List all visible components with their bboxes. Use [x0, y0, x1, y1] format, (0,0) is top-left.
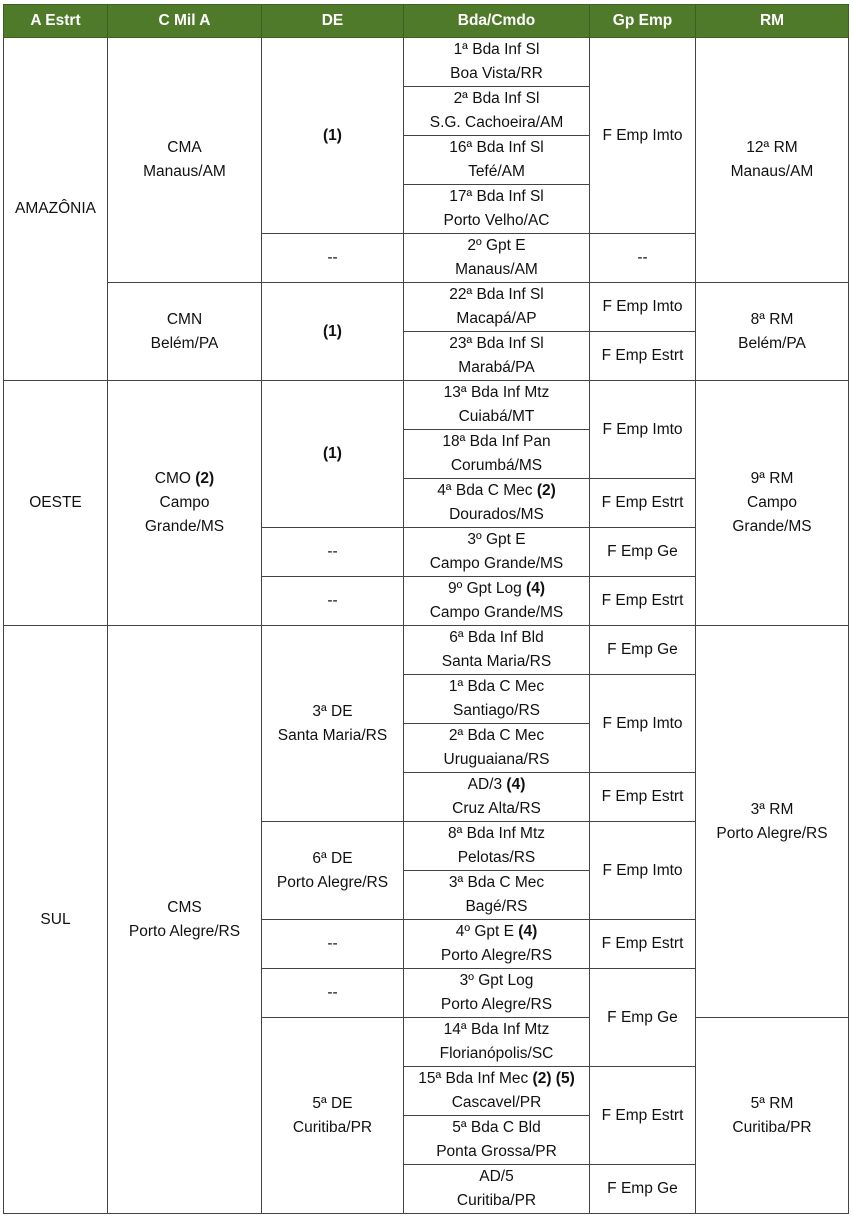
gp-cell: [590, 234, 696, 283]
rm-location: Belém/PA: [738, 334, 806, 352]
bda-location: Tefé/AM: [468, 163, 525, 180]
de-dash: --: [327, 543, 338, 560]
cmil-cell-cma: [108, 38, 262, 283]
de-name: 3ª DE: [312, 702, 353, 720]
bda-location: Florianópolis/SC: [439, 1045, 554, 1062]
de-cell-cmo: [262, 381, 404, 528]
bda-location: Marabá/PA: [458, 359, 535, 376]
de-name: 5ª DE: [312, 1094, 353, 1112]
bda-location: Cuiabá/MT: [458, 408, 535, 425]
bda-name: 16ª Bda Inf Sl: [449, 139, 544, 156]
gp-cell: [590, 773, 696, 822]
de-cell-dash: [262, 234, 404, 283]
rm-location-line-2: Grande/MS: [732, 518, 812, 535]
bda-name: 3º Gpt E: [467, 531, 526, 548]
rm-cell-3: [696, 626, 849, 1018]
gp-cell: [590, 38, 696, 234]
header-c-mil-a: C Mil A: [108, 5, 262, 38]
bda-location: S.G. Cachoeira/AM: [429, 114, 564, 131]
bda-location: Porto Alegre/RS: [440, 947, 553, 964]
bda-note: (4): [518, 923, 538, 940]
bda-name: 3º Gpt Log: [459, 972, 534, 989]
cmil-name-line: [110, 467, 259, 491]
bda-note: (4): [506, 776, 526, 793]
gp-cell: [590, 577, 696, 626]
de-dash: --: [327, 249, 338, 266]
rm-location: Porto Alegre/RS: [716, 824, 828, 842]
header-rm: RM: [696, 5, 849, 38]
bda-name: 14ª Bda Inf Mtz: [443, 1021, 550, 1038]
a-estrt-label: OESTE: [29, 494, 82, 511]
bda-location: Porto Alegre/RS: [440, 996, 553, 1013]
rm-name: 8ª RM: [750, 310, 794, 328]
gp-cell: [590, 675, 696, 773]
a-estrt-label: SUL: [40, 910, 71, 928]
rm-location: Manaus/AM: [730, 163, 814, 180]
a-estrt-cell-oeste: [4, 381, 108, 626]
bda-location: Santiago/RS: [452, 702, 541, 719]
table-row: [4, 626, 849, 675]
bda-name: 5ª Bda C Bld: [452, 1119, 541, 1136]
rm-name: 5ª RM: [750, 1094, 794, 1112]
bda-name-line: [406, 479, 587, 503]
bda-cell: [404, 626, 590, 675]
bda-name: 2ª Bda Inf Sl: [453, 90, 540, 107]
header-de: DE: [262, 5, 404, 38]
bda-name-line: [406, 920, 587, 944]
bda-cell: [404, 773, 590, 822]
de-dash: --: [327, 984, 338, 1001]
bda-name: 1ª Bda Inf Sl: [453, 41, 540, 58]
rm-cell-5: [696, 1018, 849, 1214]
de-location: Porto Alegre/RS: [276, 873, 389, 891]
bda-cell: [404, 332, 590, 381]
bda-cell: [404, 1116, 590, 1165]
bda-name-line: [406, 1067, 587, 1091]
rm-name: 9ª RM: [750, 470, 794, 487]
bda-name: 15ª Bda Inf Mec: [418, 1070, 529, 1087]
gp-cell: [590, 381, 696, 479]
gp-label: F Emp Estrt: [601, 347, 684, 364]
bda-location: Campo Grande/MS: [429, 604, 564, 621]
cmil-note: (2): [195, 470, 215, 487]
bda-location: Bagé/RS: [465, 898, 528, 915]
bda-cell: [404, 430, 590, 479]
gp-cell: [590, 1067, 696, 1165]
bda-cell: [404, 577, 590, 626]
de-cell-dash: [262, 577, 404, 626]
bda-location: Corumbá/MS: [450, 457, 543, 474]
gp-label: F Emp Estrt: [601, 592, 684, 609]
cmil-cell-cms: [108, 626, 262, 1214]
cmil-cell-cmo: [108, 381, 262, 626]
de-cell-5de: [262, 1018, 404, 1214]
de-cell-cma: [262, 38, 404, 234]
gp-label: F Emp Estrt: [601, 935, 684, 952]
de-name: 6ª DE: [312, 849, 353, 867]
bda-location: Ponta Grossa/PR: [436, 1143, 557, 1160]
bda-cell: [404, 185, 590, 234]
header-bda-cmdo: Bda/Cmdo: [404, 5, 590, 38]
gp-label: F Emp Estrt: [601, 1106, 684, 1124]
cmil-cell-cmn: [108, 283, 262, 381]
de-dash: --: [327, 592, 338, 609]
bda-location: Cascavel/PR: [451, 1094, 542, 1111]
bda-cell: [404, 1067, 590, 1116]
table-row: [4, 381, 849, 430]
gp-cell: [590, 920, 696, 969]
bda-location: Boa Vista/RR: [450, 65, 543, 82]
de-cell-dash: [262, 920, 404, 969]
bda-cell: [404, 381, 590, 430]
de-dash: --: [327, 935, 338, 952]
gp-dash: --: [637, 249, 648, 266]
bda-cell: [404, 920, 590, 969]
rm-cell-9: [696, 381, 849, 626]
gp-label: F Emp Imto: [602, 714, 683, 732]
de-cell-3de: [262, 626, 404, 822]
gp-cell: [590, 332, 696, 381]
gp-cell: [590, 479, 696, 528]
gp-label: F Emp Ge: [607, 1008, 678, 1026]
gp-label: F Emp Estrt: [601, 788, 684, 805]
bda-location: Porto Velho/AC: [443, 212, 550, 229]
de-cell-dash: [262, 969, 404, 1018]
gp-label: F Emp Ge: [607, 641, 678, 658]
bda-name: 4ª Bda C Mec: [437, 482, 533, 499]
a-estrt-cell-sul: [4, 626, 108, 1214]
bda-location: Cruz Alta/RS: [452, 800, 541, 817]
bda-name-line: [406, 773, 587, 797]
bda-name: 17ª Bda Inf Sl: [449, 188, 544, 205]
gp-label: F Emp Estrt: [601, 494, 684, 511]
organization-table-wrapper: [3, 4, 849, 1214]
gp-cell: [590, 283, 696, 332]
bda-name: 3ª Bda C Mec: [448, 874, 545, 891]
table-row: [4, 283, 849, 332]
bda-name: 13ª Bda Inf Mtz: [443, 384, 550, 401]
table-row: [4, 38, 849, 87]
bda-cell: [404, 479, 590, 528]
gp-cell: [590, 626, 696, 675]
bda-location: Campo Grande/MS: [429, 555, 564, 572]
bda-name: 4º Gpt E: [455, 923, 514, 940]
cmil-name: CMN: [166, 310, 203, 328]
bda-location: Dourados/MS: [449, 506, 544, 523]
gp-cell: [590, 822, 696, 920]
cmil-location: Belém/PA: [150, 334, 219, 352]
gp-cell: [590, 528, 696, 577]
gp-label: F Emp Imto: [602, 861, 683, 879]
cmil-location: Porto Alegre/RS: [128, 922, 241, 940]
gp-label: F Emp Ge: [607, 543, 678, 560]
bda-cell: [404, 1018, 590, 1067]
cmil-name: CMO: [154, 470, 191, 487]
bda-cell: [404, 1165, 590, 1214]
rm-name: 12ª RM: [746, 139, 798, 156]
bda-note: (2): [536, 482, 556, 499]
gp-label: F Emp Imto: [602, 126, 683, 144]
bda-cell: [404, 136, 590, 185]
de-note: (1): [323, 322, 342, 340]
cmil-name: CMS: [167, 898, 202, 916]
bda-cell: [404, 234, 590, 283]
bda-location: Manaus/AM: [455, 261, 538, 278]
bda-note: (2) (5): [532, 1070, 575, 1087]
gp-label: F Emp Imto: [602, 298, 683, 315]
cmil-location: Manaus/AM: [143, 163, 226, 180]
bda-cell: [404, 675, 590, 724]
bda-name: AD/3: [467, 776, 503, 793]
header-gp-emp: Gp Emp: [590, 5, 696, 38]
bda-name: 2ª Bda C Mec: [448, 727, 545, 744]
a-estrt-label: AMAZÔNIA: [15, 200, 96, 217]
header-row: [4, 5, 849, 38]
bda-name: 1ª Bda C Mec: [448, 678, 545, 695]
cmil-location-line-2: Grande/MS: [144, 518, 225, 535]
cmil-location-line-1: Campo: [159, 494, 210, 511]
de-location: Santa Maria/RS: [277, 726, 388, 744]
bda-location: Macapá/AP: [456, 310, 537, 327]
rm-cell-12: [696, 38, 849, 283]
de-cell-dash: [262, 528, 404, 577]
bda-location: Uruguaiana/RS: [443, 751, 550, 768]
bda-note: (4): [526, 580, 545, 597]
bda-name: 8ª Bda Inf Mtz: [447, 825, 546, 842]
a-estrt-cell-amazonia: [4, 38, 108, 381]
gp-label: F Emp Imto: [602, 420, 683, 438]
bda-name: 22ª Bda Inf Sl: [449, 286, 544, 303]
bda-location: Curitiba/PR: [456, 1192, 537, 1209]
bda-cell: [404, 969, 590, 1018]
rm-cell-8: [696, 283, 849, 381]
de-cell-cmn: [262, 283, 404, 381]
rm-location-line-1: Campo: [747, 494, 797, 511]
header-a-estrt: A Estrt: [4, 5, 108, 38]
bda-cell: [404, 283, 590, 332]
gp-cell: [590, 1165, 696, 1214]
bda-name: 23ª Bda Inf Sl: [449, 335, 544, 352]
bda-cell: [404, 528, 590, 577]
bda-name-line: [406, 577, 587, 601]
bda-cell: [404, 871, 590, 920]
de-note: (1): [323, 445, 342, 462]
bda-name: AD/5: [479, 1168, 514, 1185]
cmil-name: CMA: [167, 139, 202, 156]
de-location: Curitiba/PR: [292, 1118, 373, 1136]
bda-cell: [404, 38, 590, 87]
gp-label: F Emp Ge: [607, 1180, 678, 1197]
bda-name: 9º Gpt Log: [447, 580, 522, 597]
bda-cell: [404, 724, 590, 773]
bda-cell: [404, 87, 590, 136]
rm-name: 3ª RM: [750, 800, 794, 818]
bda-location: Santa Maria/RS: [441, 653, 552, 670]
bda-name: 6ª Bda Inf Bld: [449, 629, 544, 646]
de-note: (1): [323, 126, 342, 144]
rm-location: Curitiba/PR: [732, 1118, 812, 1136]
bda-name: 2º Gpt E: [467, 237, 526, 254]
bda-name: 18ª Bda Inf Pan: [442, 433, 551, 450]
organization-table: [3, 4, 849, 1214]
de-cell-6de: [262, 822, 404, 920]
bda-location: Pelotas/RS: [457, 849, 536, 866]
gp-cell: [590, 969, 696, 1067]
bda-cell: [404, 822, 590, 871]
